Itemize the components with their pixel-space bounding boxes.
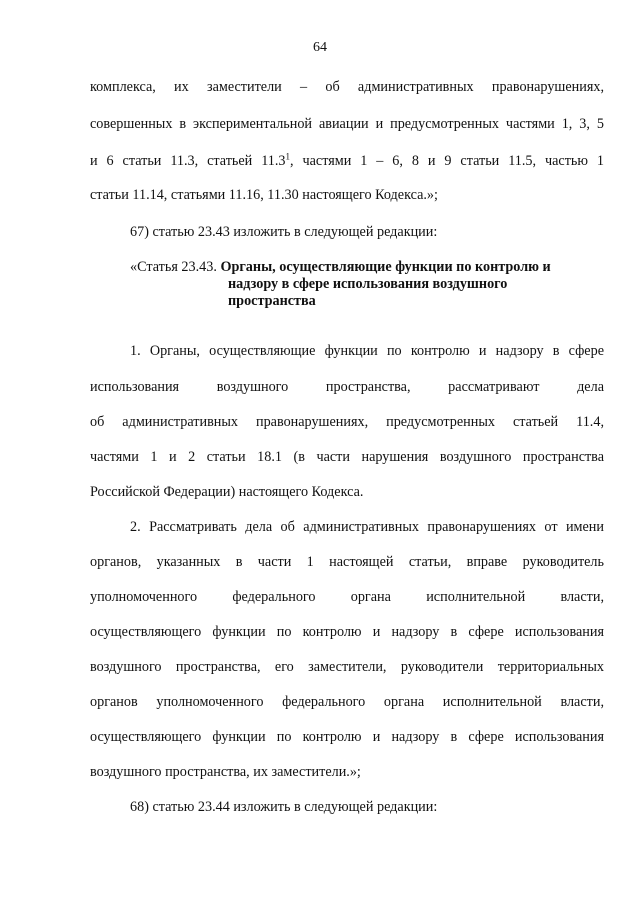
article-heading	[130, 258, 604, 276]
text-line: органов, указанных в части 1 настоящей статьи, вправе руководитель	[90, 554, 604, 570]
text-line: комплекса, их заместители – об административных правонарушениях,	[90, 79, 604, 95]
item-68: 68) статью 23.44 изложить в следующей редакции:	[130, 799, 438, 815]
page-number: 64	[313, 40, 327, 55]
text-line: воздушного пространства, его заместители, руководители территориальных	[90, 659, 604, 675]
item-67: 67) статью 23.43 изложить в следующей редакции:	[130, 224, 438, 240]
text-fragment: и 6 статьи 11.3, статьей 11.3	[90, 153, 286, 169]
text-line: 2. Рассматривать дела об административных правонарушениях от имени	[130, 519, 604, 535]
text-line: 1. Органы, осуществляющие функции по контролю и надзору в сфере	[130, 343, 604, 359]
text-line: статьи 11.14, статьями 11.16, 11.30 настоящего Кодекса.»;	[90, 187, 438, 203]
text-line	[90, 152, 604, 170]
text-line: воздушного пространства, их заместители.»;	[90, 764, 361, 780]
article-number: «Статья 23.43.	[130, 259, 221, 275]
text-line: органов уполномоченного федерального органа исполнительной власти,	[90, 694, 604, 710]
text-line: уполномоченного федерального органа исполнительной власти,	[90, 589, 604, 605]
text-line: осуществляющего функции по контролю и надзору в сфере использования	[90, 729, 604, 745]
superscript: 1	[285, 151, 290, 162]
text-line: частями 1 и 2 статьи 18.1 (в части нарушения воздушного пространства	[90, 449, 604, 465]
text-line: совершенных в экспериментальной авиации и предусмотренных частями 1, 3, 5	[90, 116, 604, 132]
text-fragment: , частями 1 – 6, 8 и 9 статьи 11.5, частью 1	[290, 153, 604, 169]
article-title-line: надзору в сфере использования воздушного	[228, 276, 508, 292]
text-line: об административных правонарушениях, предусмотренных статьей 11.4,	[90, 414, 604, 430]
text-line: использования воздушного пространства, рассматривают дела	[90, 379, 604, 395]
text-line: Российской Федерации) настоящего Кодекса.	[90, 484, 364, 500]
article-title-line: Органы, осуществляющие функции по контролю и	[220, 259, 551, 275]
article-title-line: пространства	[228, 293, 316, 309]
text-line: осуществляющего функции по контролю и надзору в сфере использования	[90, 624, 604, 640]
